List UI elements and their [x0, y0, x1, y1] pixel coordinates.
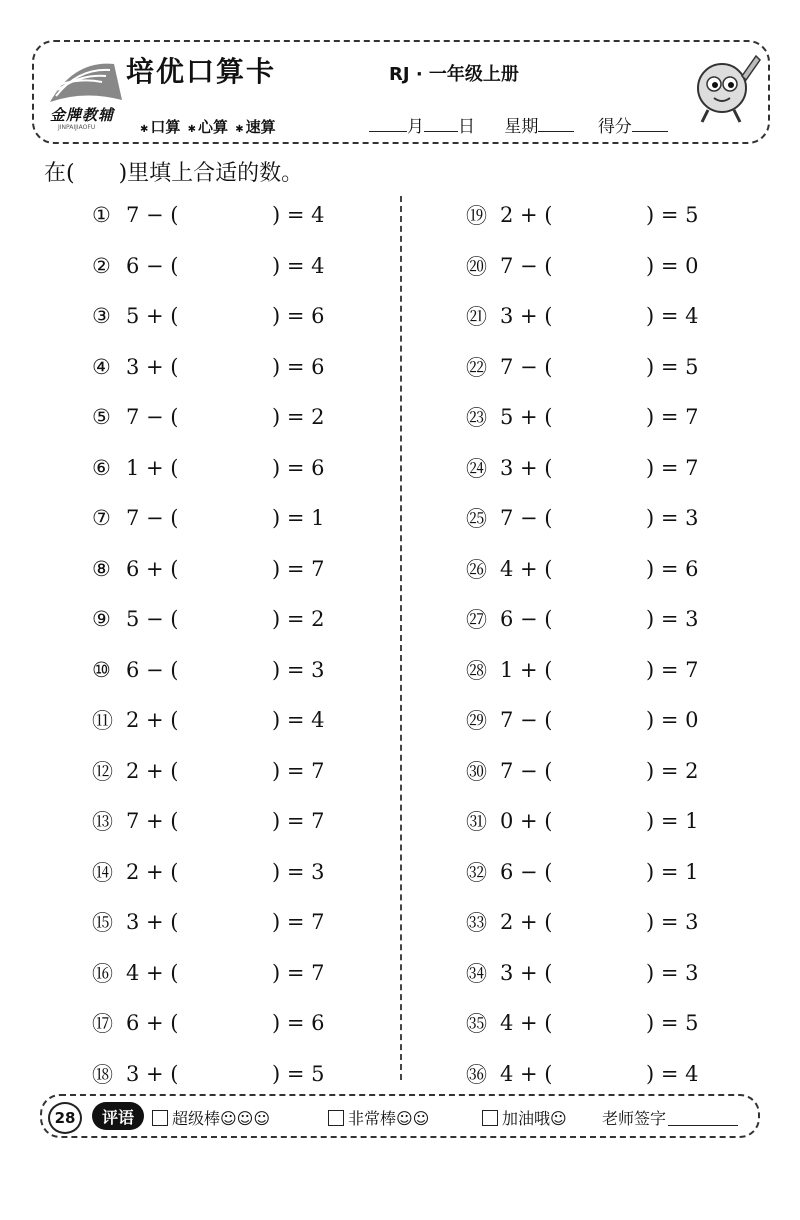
- problem-result: ) = 0: [646, 708, 699, 733]
- problem-row: [466, 1049, 699, 1100]
- problem-number: ㉑: [466, 305, 487, 330]
- column-divider: [400, 196, 402, 1080]
- problem-row: [92, 897, 325, 948]
- problem-number: ⑧: [92, 556, 111, 581]
- problem-row: [92, 847, 325, 898]
- footer-evaluation: [40, 1094, 760, 1138]
- problem-expression: 3 + (: [500, 304, 553, 329]
- problem-number: ⑯: [92, 961, 113, 986]
- problem-number: ⑥: [92, 455, 111, 480]
- tag-oral: 口算: [150, 118, 181, 136]
- problem-result: ) = 3: [272, 657, 325, 682]
- day-label: 日: [458, 117, 475, 137]
- star-icon: ✱: [187, 124, 197, 135]
- problem-result: ) = 6: [272, 304, 325, 329]
- problem-number: ㉖: [466, 557, 487, 582]
- checkbox[interactable]: [152, 1110, 168, 1126]
- problem-number: ㉙: [466, 709, 487, 734]
- problem-result: ) = 7: [646, 455, 699, 480]
- problem-expression: 6 − (: [126, 657, 179, 682]
- problem-number: ㉞: [466, 961, 487, 986]
- problem-result: ) = 7: [272, 556, 325, 581]
- problem-expression: 7 − (: [500, 758, 553, 783]
- problem-number: ③: [92, 304, 111, 329]
- problem-number: ⑪: [92, 709, 113, 734]
- problem-expression: 7 − (: [126, 203, 179, 228]
- problem-result: ) = 5: [272, 1061, 325, 1086]
- problem-result: ) = 7: [646, 657, 699, 682]
- problem-number: ⑰: [92, 1012, 113, 1037]
- problem-number: ㉜: [466, 860, 487, 885]
- problem-result: ) = 3: [272, 859, 325, 884]
- edition-label: RJ · 一年级上册: [389, 64, 519, 85]
- problem-expression: 6 − (: [500, 607, 553, 632]
- problem-expression: 3 + (: [500, 455, 553, 480]
- checkbox[interactable]: [328, 1110, 344, 1126]
- problem-row: [92, 544, 325, 595]
- problem-result: ) = 0: [646, 253, 699, 278]
- problem-result: ) = 7: [272, 910, 325, 935]
- option-super-label: 超级棒☺☺☺: [172, 1109, 271, 1128]
- problem-row: [466, 443, 699, 494]
- problem-expression: 5 − (: [126, 607, 179, 632]
- checkbox[interactable]: [482, 1110, 498, 1126]
- problem-number: ⑦: [92, 506, 111, 531]
- problem-result: ) = 6: [646, 556, 699, 581]
- problem-row: [466, 645, 699, 696]
- problem-expression: 3 + (: [126, 354, 179, 379]
- problem-number: ⑨: [92, 607, 111, 632]
- problem-number: ⑳: [466, 254, 487, 279]
- teacher-sign-label: 老师签字: [602, 1109, 667, 1128]
- problem-row: [466, 493, 699, 544]
- problem-row: [92, 948, 325, 999]
- problem-number: ㉒: [466, 355, 487, 380]
- star-icon: ✱: [140, 124, 149, 135]
- problem-row: [92, 493, 325, 544]
- brand-logo: [44, 50, 136, 132]
- problem-row: [466, 392, 699, 443]
- problem-row: [466, 847, 699, 898]
- weekday-blank[interactable]: [538, 117, 574, 132]
- problem-number: ④: [92, 354, 111, 379]
- problem-row: [466, 796, 699, 847]
- problem-result: ) = 4: [272, 253, 325, 278]
- problem-number: ㉘: [466, 658, 487, 683]
- problem-result: ) = 6: [272, 354, 325, 379]
- problem-number: ㉕: [466, 507, 487, 532]
- problem-expression: 5 + (: [126, 304, 179, 329]
- problem-result: ) = 5: [646, 203, 699, 228]
- problem-row: [466, 544, 699, 595]
- problem-expression: 7 − (: [500, 253, 553, 278]
- problem-number: ⑭: [92, 860, 113, 885]
- problem-number: ㉚: [466, 759, 487, 784]
- book-stack-icon: [44, 50, 136, 110]
- problem-result: ) = 3: [646, 506, 699, 531]
- problem-row: [92, 241, 325, 292]
- problem-row: [466, 948, 699, 999]
- problem-row: [466, 594, 699, 645]
- problem-result: ) = 4: [646, 304, 699, 329]
- problem-result: ) = 5: [646, 1011, 699, 1036]
- problem-number: ㉟: [466, 1012, 487, 1037]
- problem-number: ㉝: [466, 911, 487, 936]
- problem-result: ) = 4: [646, 1061, 699, 1086]
- date-score-line: [369, 112, 668, 137]
- problem-expression: 3 + (: [500, 960, 553, 985]
- problem-expression: 2 + (: [126, 758, 179, 783]
- problem-result: ) = 1: [646, 859, 699, 884]
- problem-result: ) = 7: [272, 960, 325, 985]
- problem-result: ) = 7: [646, 405, 699, 430]
- option-keep-going-label: 加油哦☺: [502, 1109, 567, 1128]
- problem-expression: 6 − (: [126, 253, 179, 278]
- problem-row: [92, 291, 325, 342]
- signature-line[interactable]: [668, 1109, 738, 1126]
- problem-expression: 7 − (: [126, 405, 179, 430]
- tag-mental: 心算: [198, 118, 229, 136]
- problem-row: [466, 998, 699, 1049]
- option-great-label: 非常棒☺☺: [348, 1109, 430, 1128]
- problem-number: ⑲: [466, 204, 487, 229]
- problem-expression: 7 − (: [500, 354, 553, 379]
- problem-row: [92, 190, 325, 241]
- problem-number: ㊱: [466, 1062, 487, 1087]
- problem-expression: 7 − (: [126, 506, 179, 531]
- problem-row: [466, 241, 699, 292]
- problem-expression: 3 + (: [126, 1061, 179, 1086]
- problem-result: ) = 1: [272, 506, 325, 531]
- problem-row: [92, 645, 325, 696]
- problem-row: [92, 392, 325, 443]
- problem-number: ②: [92, 253, 111, 278]
- problem-expression: 4 + (: [126, 960, 179, 985]
- problem-expression: 2 + (: [126, 859, 179, 884]
- teacher-signature: [602, 1106, 738, 1129]
- problem-number: ⑩: [92, 657, 111, 682]
- problem-expression: 7 + (: [126, 809, 179, 834]
- score-blank[interactable]: [632, 117, 668, 132]
- instruction-text: 在( )里填上合适的数。: [44, 161, 304, 186]
- problem-number: ⑤: [92, 405, 111, 430]
- problem-row: [92, 443, 325, 494]
- problem-number: ㉓: [466, 406, 487, 431]
- problem-row: [92, 746, 325, 797]
- problem-row: [466, 746, 699, 797]
- problem-number: ㉔: [466, 456, 487, 481]
- comment-badge: 评语: [92, 1102, 144, 1130]
- problem-result: ) = 6: [272, 455, 325, 480]
- problem-expression: 2 + (: [500, 910, 553, 935]
- problem-number: ⑱: [92, 1062, 113, 1087]
- problem-number: ⑫: [92, 759, 113, 784]
- problem-expression: 3 + (: [126, 910, 179, 935]
- brand-name: 金牌教辅: [50, 106, 115, 124]
- option-super[interactable]: [152, 1106, 270, 1129]
- problem-row: [466, 342, 699, 393]
- problem-result: ) = 4: [272, 203, 325, 228]
- problem-result: ) = 7: [272, 809, 325, 834]
- star-icon: ✱: [235, 124, 244, 135]
- problem-number: ㉗: [466, 608, 487, 633]
- problem-expression: 7 − (: [500, 708, 553, 733]
- day-blank[interactable]: [424, 117, 458, 132]
- option-keep-going[interactable]: [482, 1106, 567, 1129]
- problem-expression: 2 + (: [500, 203, 553, 228]
- problem-row: [92, 1049, 325, 1100]
- problem-result: ) = 2: [272, 405, 325, 430]
- problem-expression: 5 + (: [500, 405, 553, 430]
- problem-result: ) = 3: [646, 960, 699, 985]
- problem-row: [92, 342, 325, 393]
- problem-row: [92, 796, 325, 847]
- page-number: 28: [48, 1102, 82, 1134]
- problem-result: ) = 2: [646, 758, 699, 783]
- problem-number: ①: [92, 203, 111, 228]
- problem-expression: 2 + (: [126, 708, 179, 733]
- problem-number: ⑬: [92, 810, 113, 835]
- problem-expression: 6 + (: [126, 556, 179, 581]
- problem-row: [92, 998, 325, 1049]
- problem-expression: 6 − (: [500, 859, 553, 884]
- tag-speed: 速算: [245, 118, 276, 136]
- problem-result: ) = 3: [646, 607, 699, 632]
- problem-row: [466, 897, 699, 948]
- problem-result: ) = 3: [646, 910, 699, 935]
- skill-tags: [138, 116, 276, 137]
- problem-row: [466, 291, 699, 342]
- problem-result: ) = 6: [272, 1011, 325, 1036]
- problem-row: [466, 190, 699, 241]
- card-title: 培优口算卡: [126, 55, 277, 88]
- weekday-label: 星期: [504, 117, 539, 137]
- problem-number: ㉛: [466, 810, 487, 835]
- problem-expression: 4 + (: [500, 1061, 553, 1086]
- problem-result: ) = 1: [646, 809, 699, 834]
- brand-subtitle: JINPAIJIAOFU: [58, 124, 96, 131]
- header-banner: [32, 40, 770, 144]
- problem-row: [92, 594, 325, 645]
- problem-expression: 7 − (: [500, 506, 553, 531]
- month-blank[interactable]: [369, 117, 407, 132]
- problem-expression: 6 + (: [126, 1011, 179, 1036]
- problem-column-left: [92, 190, 325, 1099]
- option-great[interactable]: [328, 1106, 429, 1129]
- problem-column-right: [466, 190, 699, 1099]
- problem-expression: 4 + (: [500, 556, 553, 581]
- problem-expression: 1 + (: [126, 455, 179, 480]
- score-label: 得分: [597, 117, 632, 137]
- problem-number: ⑮: [92, 911, 113, 936]
- problem-result: ) = 7: [272, 758, 325, 783]
- problem-expression: 4 + (: [500, 1011, 553, 1036]
- problem-row: [466, 695, 699, 746]
- problem-result: ) = 2: [272, 607, 325, 632]
- problem-expression: 1 + (: [500, 657, 553, 682]
- problem-result: ) = 5: [646, 354, 699, 379]
- problem-result: ) = 4: [272, 708, 325, 733]
- month-label: 月: [407, 117, 424, 137]
- problem-row: [92, 695, 325, 746]
- problem-expression: 0 + (: [500, 809, 553, 834]
- mascot-icon: [684, 46, 764, 124]
